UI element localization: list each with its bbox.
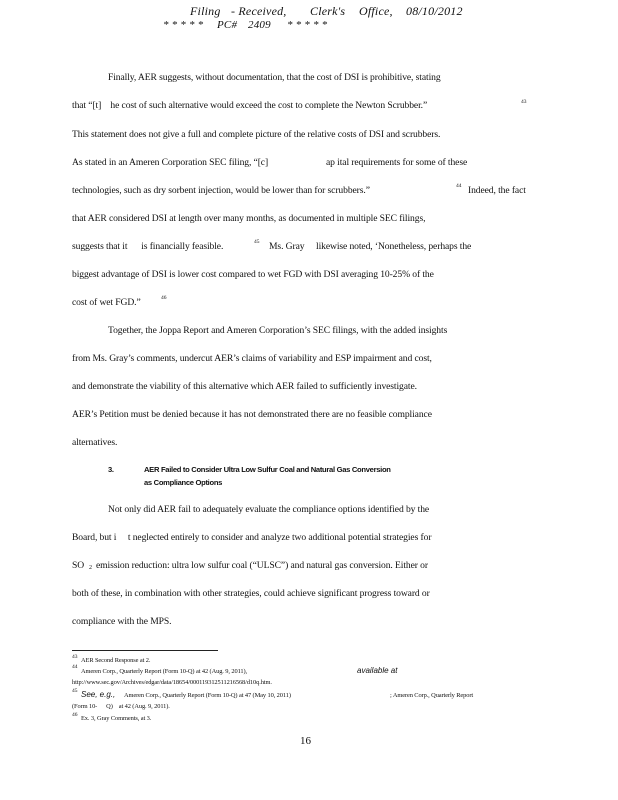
p1-line6: that AER considered DSI at length over many months, as documented in multiple SEC filings, [72, 213, 426, 224]
footnote-45-text3: (Form 10- Q) at 42 (Aug. 9, 2011). [72, 703, 170, 710]
p2-line2: from Ms. Gray’s comments, undercut AER’s claims of variability and ESP impairment and cost, [72, 353, 432, 364]
section-number: 3. [108, 465, 114, 474]
header-received: - Received, [231, 4, 287, 18]
p1-line7c: likewise noted, ‘Nonetheless, perhaps the [316, 241, 472, 252]
p1-line4a: As stated in an Ameren Corporation SEC filing, “[c] [72, 157, 269, 168]
footnote-mark-46: 46 [72, 712, 78, 718]
p3-line2: Board, but i t neglected entirely to consider and analyze two additional potential strategies for [72, 532, 432, 543]
p2-line5: alternatives. [72, 437, 118, 448]
header-office: Office, [359, 4, 393, 18]
p2-line3: and demonstrate the viability of this alternative which AER failed to sufficiently investigate. [72, 381, 417, 392]
header-filing: Filing [190, 4, 221, 18]
header-clerks: Clerk's [310, 4, 346, 18]
footnote-ref-44: 44 [456, 183, 462, 189]
footnote-separator [72, 650, 218, 651]
footnote-ref-45: 45 [254, 239, 260, 245]
p3-line5: compliance with the MPS. [72, 616, 172, 627]
p1-line8: biggest advantage of DSI is lower cost compared to wet FGD with DSI averaging 10-25% of the [72, 269, 434, 280]
header-pc: PC# [217, 19, 238, 31]
p3-line3: emission reduction: ultra low sulfur coal (“ULSC”) and natural gas conversion. Either or [96, 560, 428, 571]
p3-line3-subscript: 2 [89, 565, 92, 571]
p3-line1: Not only did AER fail to adequately evaluate the compliance options identified by the [108, 504, 430, 515]
footnote-44-text: Ameren Corp., Quarterly Report (Form 10-Q) at 42 (Aug. 9, 2011), [81, 668, 248, 675]
p2-line1: Together, the Joppa Report and Ameren Corporation’s SEC filings, with the added insights [108, 325, 448, 336]
header-pc-number: 2409 [248, 19, 271, 31]
p1-line5a: technologies, such as dry sorbent injection, would be lower than for scrubbers.” [72, 185, 370, 196]
footnote-46-text: Ex. 3, Gray Comments, at 3. [81, 715, 152, 722]
section-heading-line2: as Compliance Options [144, 478, 223, 487]
footnote-45-see: See, e.g., [81, 690, 116, 699]
p1-line2: that “[t] he cost of such alternative would exceed the cost to complete the Newton Scrubber.” [72, 100, 428, 111]
p1-line3: This statement does not give a full and complete picture of the relative costs of DSI and scrubbers. [72, 129, 441, 140]
p1-line5b: Indeed, the fact [468, 185, 526, 196]
footnote-mark-44: 44 [72, 664, 78, 670]
p1-line9: cost of wet FGD.” [72, 297, 141, 308]
footnote-44-link[interactable]: http://www.sec.gov/Archives/edgar/data/18654/000119312511216568/d10q.htm. [72, 679, 272, 686]
p1-line7b: Ms. Gray [269, 241, 305, 252]
footnote-mark-43: 43 [72, 654, 78, 660]
footnote-45-text2: ; Ameren Corp., Quarterly Report [390, 692, 474, 699]
header-date: 08/10/2012 [406, 4, 463, 18]
section-heading-line1: AER Failed to Consider Ultra Low Sulfur Coal and Natural Gas Conversion [144, 465, 391, 474]
p1-line7a: suggests that it is financially feasible. [72, 241, 224, 252]
footnote-mark-45: 45 [72, 688, 78, 694]
footnote-ref-46: 46 [161, 295, 167, 301]
p3-line4: both of these, in combination with other strategies, could achieve significant progress toward or [72, 588, 430, 599]
footnote-45-text1: Ameren Corp., Quarterly Report (Form 10-Q) at 47 (May 10, 2011) [124, 692, 291, 699]
page-number: 16 [300, 735, 311, 747]
header-left-stars: * * * * * [163, 19, 204, 31]
footnote-44-available-at: available at [357, 666, 398, 675]
header-right-stars: * * * * * [287, 19, 328, 31]
p2-line4: AER’s Petition must be denied because it has not demonstrated there are no feasible compliance [72, 409, 432, 420]
footnote-43-text: AER Second Response at 2. [81, 657, 151, 664]
p3-line3-so: SO [72, 560, 85, 571]
footnote-ref-43: 43 [521, 99, 527, 105]
p1-line1: Finally, AER suggests, without documentation, that the cost of DSI is prohibitive, stating [108, 72, 441, 83]
p1-line4b: ap ital requirements for some of these [326, 157, 468, 168]
